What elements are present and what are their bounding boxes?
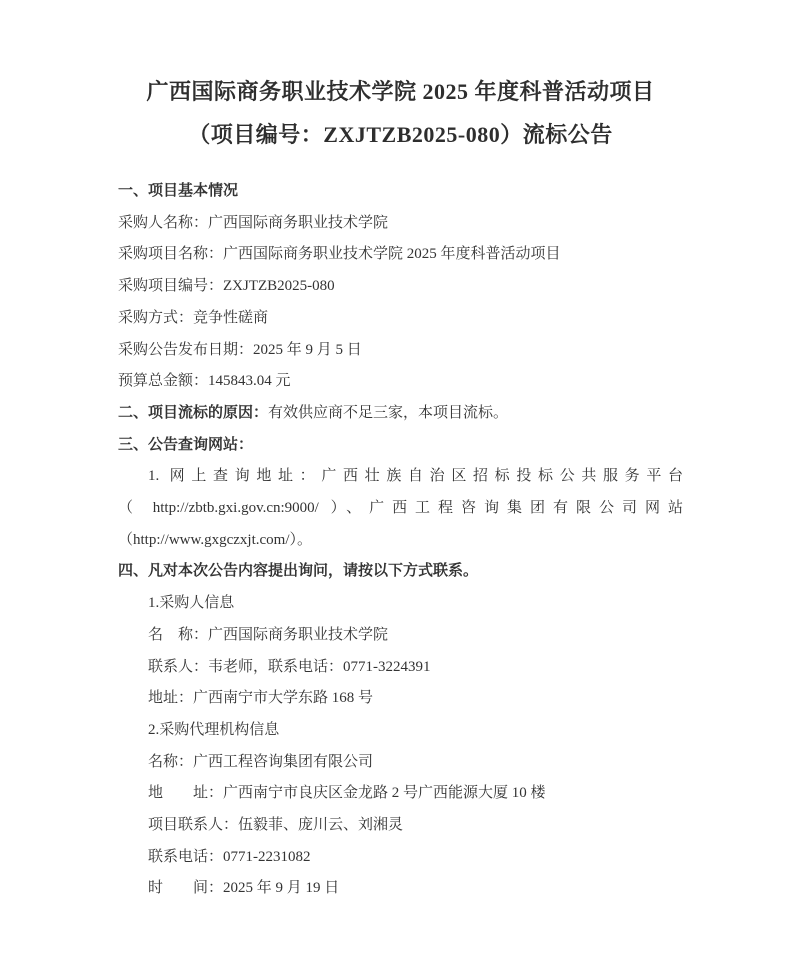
section-2-line: [118, 398, 683, 430]
title-line-1: 广西国际商务职业技术学院 2025 年度科普活动项目: [146, 79, 655, 104]
failure-reason-text: 有效供应商不足三家，本项目流标。: [268, 404, 509, 421]
agency-info-address: 地 址：广西南宁市良庆区金龙路 2 号广西能源大厦 10 楼: [148, 785, 546, 802]
agency-url-line: （http://www.gxgczxjt.com/）。: [118, 531, 313, 548]
agency-info-contacts: 项目联系人：伍毅菲、庞川云、刘湘灵: [148, 817, 404, 834]
title-line-2: （项目编号：ZXJTZB2025-080）流标公告: [188, 122, 613, 147]
agency-info-name: 名称：广西工程咨询集团有限公司: [148, 753, 374, 770]
purchaser-info-name: 名 称：广西国际商务职业技术学院: [148, 626, 389, 643]
section-2-heading: 二、项目流标的原因：: [118, 404, 269, 421]
agency-info-heading: 2.采购代理机构信息: [148, 721, 280, 738]
document-title: [118, 70, 683, 156]
section-3-heading: 三、公告查询网站：: [118, 436, 254, 453]
platform-url-line: （ http://zbtb.gxi.gov.cn:9000/ ）、广西工程咨询集团有限公司网站: [118, 500, 683, 517]
project-name-line: 采购项目名称：广西国际商务职业技术学院 2025 年度科普活动项目: [118, 246, 561, 263]
budget-total-line: 预算总金额：145843.04 元: [118, 373, 291, 390]
purchaser-info-heading: 1.采购人信息: [148, 595, 235, 612]
purchaser-name-line: 采购人名称：广西国际商务职业技术学院: [118, 214, 389, 231]
procurement-method-line: 采购方式：竞争性磋商: [118, 309, 269, 326]
agency-info-phone: 联系电话：0771-2231082: [148, 848, 311, 865]
purchaser-info-contact: 联系人：韦老师，联系电话：0771-3224391: [148, 658, 431, 675]
agency-info-date: 时 间：2025 年 9 月 19 日: [148, 880, 340, 897]
announcement-date-line: 采购公告发布日期：2025 年 9 月 5 日: [118, 341, 362, 358]
document-body: [118, 176, 683, 905]
section-4-heading: 四、凡对本次公告内容提出询问，请按以下方式联系。: [118, 563, 479, 580]
purchaser-info-address: 地址：广西南宁市大学东路 168 号: [148, 690, 374, 707]
project-number-line: 采购项目编号：ZXJTZB2025-080: [118, 278, 335, 295]
section-1-heading: 一、项目基本情况: [118, 183, 239, 199]
query-address-line: 1. 网上查询地址：广西壮族自治区招标投标公共服务平台: [148, 468, 683, 485]
